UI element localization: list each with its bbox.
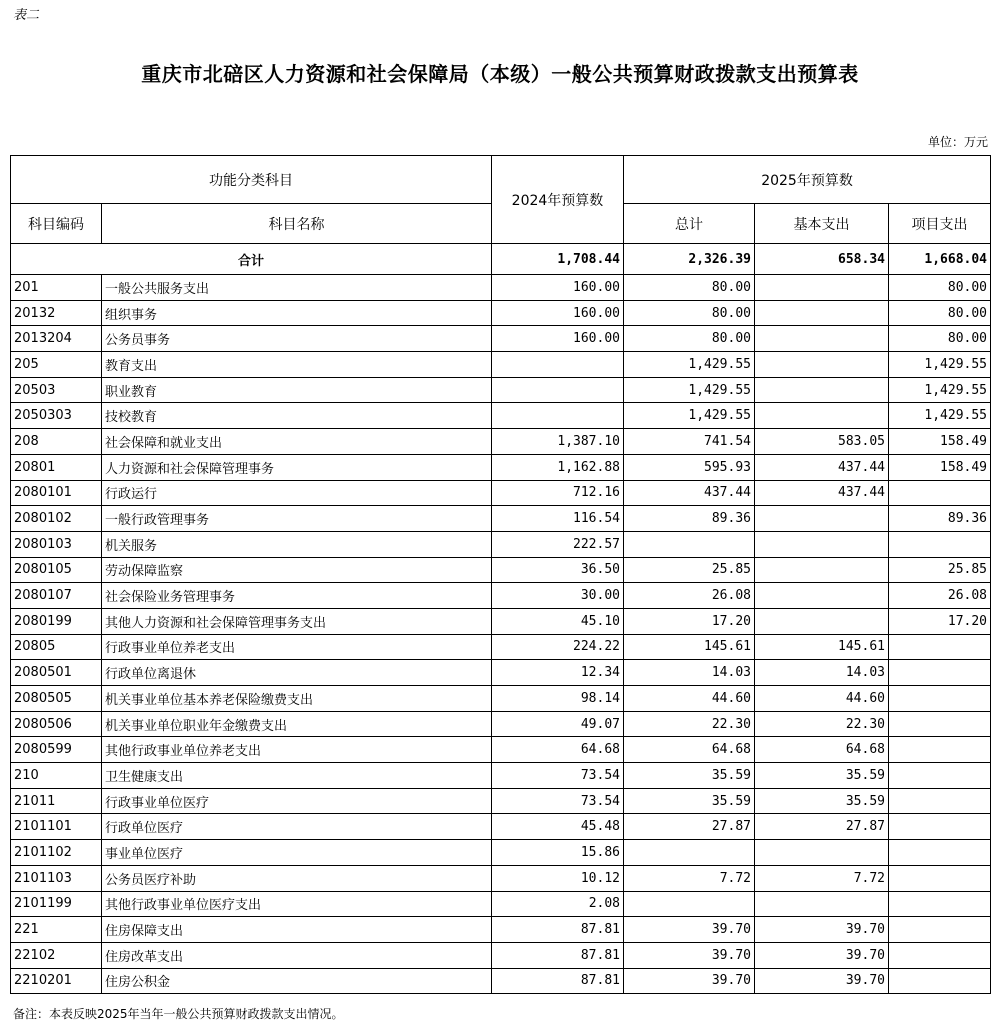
row-code: 2080105: [11, 557, 102, 583]
row-code: 2210201: [11, 968, 102, 994]
row-code: 2101199: [11, 891, 102, 917]
row-budget-2025-project: [889, 531, 991, 557]
row-name: 其他行政事业单位医疗支出: [102, 891, 492, 917]
row-budget-2025-basic: 39.70: [755, 942, 889, 968]
row-budget-2025-total: 25.85: [624, 557, 755, 583]
table-row: [11, 583, 991, 609]
row-code: 2080102: [11, 506, 102, 532]
row-budget-2025-basic: 44.60: [755, 686, 889, 712]
row-budget-2025-basic: 35.59: [755, 763, 889, 789]
row-budget-2025-total: [624, 891, 755, 917]
row-budget-2024: 87.81: [492, 942, 624, 968]
row-budget-2025-basic: [755, 377, 889, 403]
row-budget-2024: 45.10: [492, 608, 624, 634]
row-name: 机关事业单位基本养老保险缴费支出: [102, 686, 492, 712]
table-row: [11, 865, 991, 891]
row-budget-2025-basic: 14.03: [755, 660, 889, 686]
row-budget-2025-total: 89.36: [624, 506, 755, 532]
table-row: [11, 326, 991, 352]
row-code: 22102: [11, 942, 102, 968]
header-func-category: 功能分类科目: [11, 156, 492, 204]
row-budget-2025-basic: [755, 531, 889, 557]
row-name: 事业单位医疗: [102, 840, 492, 866]
row-budget-2024: [492, 352, 624, 378]
row-budget-2025-project: [889, 737, 991, 763]
row-budget-2024: 12.34: [492, 660, 624, 686]
row-budget-2025-total: 7.72: [624, 865, 755, 891]
row-budget-2024: 1,387.10: [492, 429, 624, 455]
row-budget-2024: 160.00: [492, 275, 624, 301]
row-code: 2101103: [11, 865, 102, 891]
row-code: 2080501: [11, 660, 102, 686]
row-budget-2025-project: 17.20: [889, 608, 991, 634]
row-budget-2025-project: [889, 711, 991, 737]
row-budget-2025-basic: [755, 583, 889, 609]
row-budget-2025-basic: [755, 352, 889, 378]
row-budget-2025-project: 80.00: [889, 275, 991, 301]
row-budget-2025-basic: 7.72: [755, 865, 889, 891]
row-budget-2025-total: 44.60: [624, 686, 755, 712]
row-budget-2024: 10.12: [492, 865, 624, 891]
total-row: [11, 244, 991, 275]
row-budget-2025-project: 26.08: [889, 583, 991, 609]
row-name: 公务员事务: [102, 326, 492, 352]
row-budget-2025-total: 26.08: [624, 583, 755, 609]
table-row: [11, 788, 991, 814]
row-budget-2024: 87.81: [492, 917, 624, 943]
row-budget-2025-project: [889, 865, 991, 891]
row-name: 一般公共服务支出: [102, 275, 492, 301]
row-name: 教育支出: [102, 352, 492, 378]
row-name: 劳动保障监察: [102, 557, 492, 583]
row-name: 技校教育: [102, 403, 492, 429]
row-budget-2025-project: [889, 968, 991, 994]
table-row: [11, 377, 991, 403]
table-row: [11, 480, 991, 506]
table-row: [11, 660, 991, 686]
row-budget-2025-project: 1,429.55: [889, 377, 991, 403]
row-name: 一般行政管理事务: [102, 506, 492, 532]
row-budget-2024: 222.57: [492, 531, 624, 557]
row-code: 2101101: [11, 814, 102, 840]
row-name: 住房公积金: [102, 968, 492, 994]
row-budget-2025-total: 1,429.55: [624, 377, 755, 403]
row-code: 221: [11, 917, 102, 943]
row-budget-2025-basic: 22.30: [755, 711, 889, 737]
table-row: [11, 608, 991, 634]
row-code: 2101102: [11, 840, 102, 866]
row-budget-2025-total: [624, 840, 755, 866]
row-budget-2025-basic: [755, 300, 889, 326]
row-code: 210: [11, 763, 102, 789]
row-code: 2080101: [11, 480, 102, 506]
row-code: 201: [11, 275, 102, 301]
header-total: 总计: [624, 204, 755, 244]
table-row: [11, 814, 991, 840]
row-budget-2025-project: 1,429.55: [889, 352, 991, 378]
row-budget-2025-total: 27.87: [624, 814, 755, 840]
row-budget-2024: 15.86: [492, 840, 624, 866]
row-budget-2024: [492, 403, 624, 429]
row-name: 组织事务: [102, 300, 492, 326]
row-budget-2025-basic: [755, 557, 889, 583]
row-code: 2080599: [11, 737, 102, 763]
row-budget-2025-total: 741.54: [624, 429, 755, 455]
row-name: 行政事业单位医疗: [102, 788, 492, 814]
table-row: [11, 275, 991, 301]
row-budget-2025-total: 14.03: [624, 660, 755, 686]
row-budget-2025-basic: [755, 891, 889, 917]
row-budget-2025-basic: 35.59: [755, 788, 889, 814]
row-budget-2024: 45.48: [492, 814, 624, 840]
row-code: 21011: [11, 788, 102, 814]
row-budget-2025-total: 64.68: [624, 737, 755, 763]
row-budget-2024: 49.07: [492, 711, 624, 737]
row-budget-2025-total: 80.00: [624, 300, 755, 326]
table-number-label: 表二: [13, 8, 40, 23]
row-budget-2025-basic: [755, 326, 889, 352]
row-budget-2024: 73.54: [492, 763, 624, 789]
row-budget-2025-project: 25.85: [889, 557, 991, 583]
row-budget-2024: 98.14: [492, 686, 624, 712]
row-budget-2025-total: 39.70: [624, 942, 755, 968]
row-budget-2024: 30.00: [492, 583, 624, 609]
row-budget-2025-project: [889, 480, 991, 506]
row-budget-2025-total: [624, 531, 755, 557]
row-code: 2080103: [11, 531, 102, 557]
row-budget-2025-basic: 39.70: [755, 917, 889, 943]
row-budget-2025-basic: [755, 840, 889, 866]
row-code: 20503: [11, 377, 102, 403]
row-budget-2025-project: 80.00: [889, 300, 991, 326]
row-budget-2025-total: 80.00: [624, 275, 755, 301]
row-name: 行政运行: [102, 480, 492, 506]
row-budget-2024: 160.00: [492, 300, 624, 326]
row-name: 行政单位医疗: [102, 814, 492, 840]
table-row: [11, 891, 991, 917]
table-row: [11, 403, 991, 429]
row-budget-2025-project: [889, 942, 991, 968]
header-project: 项目支出: [889, 204, 991, 244]
row-name: 其他人力资源和社会保障管理事务支出: [102, 608, 492, 634]
row-budget-2024: 224.22: [492, 634, 624, 660]
row-code: 205: [11, 352, 102, 378]
header-budget-2025: 2025年预算数: [624, 156, 991, 204]
row-budget-2024: 160.00: [492, 326, 624, 352]
row-budget-2025-total: 1,429.55: [624, 352, 755, 378]
row-budget-2025-basic: 64.68: [755, 737, 889, 763]
table-row: [11, 942, 991, 968]
row-budget-2025-basic: 145.61: [755, 634, 889, 660]
table-row: [11, 429, 991, 455]
table-row: [11, 968, 991, 994]
table-row: [11, 686, 991, 712]
row-code: 2080199: [11, 608, 102, 634]
row-name: 住房保障支出: [102, 917, 492, 943]
table-row: [11, 737, 991, 763]
row-name: 住房改革支出: [102, 942, 492, 968]
row-budget-2025-total: 595.93: [624, 454, 755, 480]
row-budget-2024: 712.16: [492, 480, 624, 506]
row-budget-2024: 87.81: [492, 968, 624, 994]
row-code: 20801: [11, 454, 102, 480]
row-budget-2025-project: 80.00: [889, 326, 991, 352]
header-budget-2024: 2024年预算数: [492, 156, 624, 244]
row-budget-2025-project: [889, 660, 991, 686]
table-row: [11, 454, 991, 480]
row-budget-2025-project: [889, 814, 991, 840]
row-budget-2025-project: 158.49: [889, 429, 991, 455]
row-budget-2025-project: [889, 840, 991, 866]
row-budget-2025-project: [889, 891, 991, 917]
row-name: 机关事业单位职业年金缴费支出: [102, 711, 492, 737]
total-2024: 1,708.44: [492, 244, 624, 275]
row-budget-2025-project: [889, 917, 991, 943]
row-code: 2013204: [11, 326, 102, 352]
row-budget-2025-project: 89.36: [889, 506, 991, 532]
row-budget-2025-basic: 437.44: [755, 480, 889, 506]
row-name: 公务员医疗补助: [102, 865, 492, 891]
table-row: [11, 506, 991, 532]
row-name: 行政事业单位养老支出: [102, 634, 492, 660]
row-budget-2025-project: 1,429.55: [889, 403, 991, 429]
row-budget-2025-basic: 39.70: [755, 968, 889, 994]
footnote: 备注：本表反映2025年当年一般公共预算财政拨款支出情况。: [13, 1007, 344, 1021]
row-budget-2025-total: 35.59: [624, 763, 755, 789]
row-budget-2025-total: 22.30: [624, 711, 755, 737]
page-title: 重庆市北碚区人力资源和社会保障局（本级）一般公共预算财政拨款支出预算表: [141, 62, 859, 86]
row-budget-2025-total: 17.20: [624, 608, 755, 634]
row-budget-2025-basic: 583.05: [755, 429, 889, 455]
row-code: 2080107: [11, 583, 102, 609]
table-row: [11, 840, 991, 866]
table-row: [11, 300, 991, 326]
row-name: 其他行政事业单位养老支出: [102, 737, 492, 763]
budget-table: [10, 155, 991, 994]
row-code: 2080506: [11, 711, 102, 737]
row-budget-2025-basic: [755, 403, 889, 429]
row-budget-2025-project: [889, 634, 991, 660]
row-name: 社会保障和就业支出: [102, 429, 492, 455]
header-code: 科目编码: [11, 204, 102, 244]
row-budget-2025-total: 145.61: [624, 634, 755, 660]
row-budget-2025-project: [889, 686, 991, 712]
row-budget-2025-project: [889, 763, 991, 789]
row-code: 20132: [11, 300, 102, 326]
row-budget-2025-basic: [755, 506, 889, 532]
row-name: 机关服务: [102, 531, 492, 557]
row-name: 卫生健康支出: [102, 763, 492, 789]
row-budget-2025-project: [889, 788, 991, 814]
row-code: 20805: [11, 634, 102, 660]
row-budget-2025-total: 80.00: [624, 326, 755, 352]
total-label: 合计: [11, 244, 492, 275]
row-budget-2025-total: 1,429.55: [624, 403, 755, 429]
row-budget-2025-total: 39.70: [624, 917, 755, 943]
row-budget-2025-basic: 27.87: [755, 814, 889, 840]
header-name: 科目名称: [102, 204, 492, 244]
total-2025-total: 2,326.39: [624, 244, 755, 275]
row-code: 208: [11, 429, 102, 455]
header-basic: 基本支出: [755, 204, 889, 244]
row-budget-2024: [492, 377, 624, 403]
total-2025-project: 1,668.04: [889, 244, 991, 275]
row-budget-2025-basic: [755, 275, 889, 301]
table-row: [11, 763, 991, 789]
table-row: [11, 711, 991, 737]
row-budget-2025-total: 35.59: [624, 788, 755, 814]
row-budget-2025-basic: [755, 608, 889, 634]
row-budget-2025-basic: 437.44: [755, 454, 889, 480]
row-budget-2024: 1,162.88: [492, 454, 624, 480]
row-budget-2024: 116.54: [492, 506, 624, 532]
table-row: [11, 557, 991, 583]
row-budget-2025-total: 39.70: [624, 968, 755, 994]
row-budget-2024: 36.50: [492, 557, 624, 583]
row-name: 行政单位离退休: [102, 660, 492, 686]
row-budget-2025-total: 437.44: [624, 480, 755, 506]
table-row: [11, 352, 991, 378]
table-row: [11, 917, 991, 943]
row-code: 2050303: [11, 403, 102, 429]
row-code: 2080505: [11, 686, 102, 712]
row-budget-2024: 64.68: [492, 737, 624, 763]
unit-label: 单位：万元: [927, 135, 988, 149]
row-name: 人力资源和社会保障管理事务: [102, 454, 492, 480]
total-2025-basic: 658.34: [755, 244, 889, 275]
row-name: 职业教育: [102, 377, 492, 403]
row-name: 社会保险业务管理事务: [102, 583, 492, 609]
table-row: [11, 634, 991, 660]
row-budget-2024: 73.54: [492, 788, 624, 814]
table-row: [11, 531, 991, 557]
row-budget-2025-project: 158.49: [889, 454, 991, 480]
row-budget-2024: 2.08: [492, 891, 624, 917]
